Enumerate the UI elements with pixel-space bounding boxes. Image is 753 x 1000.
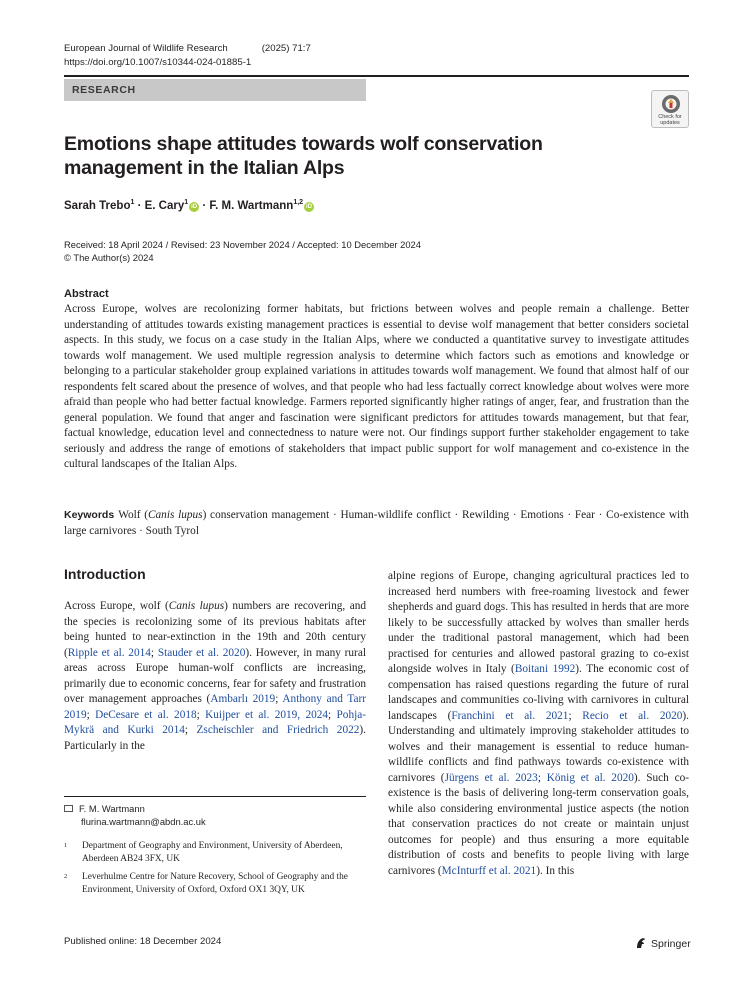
copyright-line: © The Author(s) 2024 [64,252,154,263]
envelope-icon [64,805,73,812]
body-text: ). Understanding and ultimately improving stakeholder attitudes to wolves and their management is essential to reduce human-wildlife conflicts and find pathways towards co-existence with carnivores ( [388,709,690,784]
body-text: ). However, in many rural areas across Europe human-wolf conflicts are increasing, primarily due to economic concerns, fear for safety and frustration over management approaches ( [64,646,366,705]
corresponding-author [64,802,206,828]
affiliation-text: Department of Geography and Environment, University of Aberdeen, Aberdeen AB24 3FX, UK [82,841,343,864]
corresponding-author-email[interactable]: flurina.wartmann@abdn.ac.uk [81,816,206,827]
citation-link[interactable]: Zscheischler and Friedrich 2022 [196,724,360,736]
keywords-heading: Keywords [64,509,115,521]
orcid-icon[interactable]: iD [191,203,198,210]
keyword-separator: · [450,509,463,521]
journal-volume: (2025) 71:7 [261,43,311,54]
keywords [64,508,689,539]
keyword-list [64,509,689,537]
body-text: ; [196,708,206,721]
abstract-heading: Abstract [64,288,109,300]
author-separator: · [199,199,210,212]
body-text: ). Such co-existence is the basis of delivering long-term conservation goals, while also considering environmental justice aspects (the notion that conservation practices do not create or maintain unjust outcomes for people) and thus ensuring a more equitable distribution of costs and benefits to people living with large carnivores ( [388,771,689,877]
author-name[interactable]: Sarah Trebo [64,199,131,212]
author-separator: · [134,199,145,212]
body-text: ; [328,708,337,721]
affiliation-1 [64,840,366,866]
citation-link[interactable]: Pohja-Mykrä and Kurki 2014 [64,708,367,736]
citation-link[interactable]: Recio et al. 2020 [582,709,683,722]
citation-link[interactable]: DeCesare et al. 2018 [95,708,197,721]
check-for-updates-badge[interactable] [651,90,689,128]
author-affiliation-sup: 1 [130,199,135,206]
author-affiliation-sup: 1,2 [293,199,304,206]
body-text: ; [150,646,158,659]
citation-link[interactable]: Boitani 1992 [514,663,576,675]
journal-header [64,43,311,54]
affiliation-2 [64,871,366,897]
body-text: ; [275,693,283,705]
body-text: ). In this [536,864,575,877]
doi-link[interactable]: https://doi.org/10.1007/s10344-024-01885-1 [64,57,252,68]
article-title: Emotions shape attitudes towards wolf conservation management in the Italian Alps [64,133,543,179]
body-text: ; [568,709,583,722]
body-text: ; [537,771,547,784]
species-name: Canis lupus [168,600,225,612]
corresponding-author-name: F. M. Wartmann [79,803,145,814]
article-dates: Received: 18 April 2024 / Revised: 23 November 2024 / Accepted: 10 December 2024 [64,239,421,250]
body-text: ). Particularly in the [64,724,366,752]
introduction-text-left-column [64,599,366,754]
orcid-icon[interactable]: iD [306,203,313,210]
publisher-logo [634,936,691,950]
affiliation-number: 1 [64,842,68,849]
author-name[interactable]: F. M. Wartmann [209,199,294,212]
author-affiliation-sup: 1 [184,199,189,206]
journal-name: European Journal of Wildlife Research [64,43,228,54]
citation-link[interactable]: Kuijper et al. 2019, 2024 [205,708,329,721]
section-label: RESEARCH [64,79,366,101]
keyword-separator: · [594,509,607,521]
body-text: ). The economic cost of compensation has raised questions regarding the future of rural landscapes and communities co-living with carnivores in cultural landscapes ( [388,663,690,722]
springer-horse-icon [634,936,648,950]
keyword-separator: · [136,524,146,537]
citation-link[interactable]: Ripple et al. 2014 [67,646,151,659]
author-list [64,199,314,212]
citation-link[interactable]: Ambarlı 2019 [210,693,276,705]
keyword: Rewilding [462,509,510,521]
body-text: alpine regions of Europe, changing agricultural practices led to increased herd numbers with free-roaming livestock and fewer shepherds and guard dogs. This has resulted in herds that are more likely to be successfully attacked by wolves than smaller herds under the traditional pastoral management, which had been practised for centuries and allowed pastoral grazing to co-exist alongside wolves in Italy ( [388,570,689,675]
footnote-rule [64,796,366,797]
introduction-heading: Introduction [64,566,146,582]
article-history [64,238,421,264]
keyword-separator: · [563,509,575,521]
affiliation-text: Leverhulme Centre for Nature Recovery, School of Geography and the Environment, University of Oxford, Oxford OX1 3QY, UK [82,872,348,895]
keyword: Fear [574,509,595,521]
check-updates-icon [661,94,681,114]
keyword-separator: · [509,509,521,521]
keyword: Co-existence with large carnivores [64,509,689,537]
keyword-separator: · [329,509,341,521]
header-rule [64,75,689,77]
citation-link[interactable]: Franchini et al. 2021 [451,709,569,722]
author-name[interactable]: E. Cary [144,199,185,212]
citation-link[interactable]: Jürgens et al. 2023 [444,771,538,784]
citation-link[interactable]: McInturff et al. 2021 [441,864,537,877]
keyword: Wolf (Canis lupus) conservation management [118,509,330,521]
citation-link[interactable]: Stauder et al. 2020 [157,646,246,659]
keyword: Emotions [520,509,564,521]
citation-link[interactable]: König et al. 2020 [546,771,634,784]
body-text: ; [86,708,96,721]
body-text: ) numbers are recovering, and the species is recolonizing some of its previous habitats after being hunted to near-extinction in the 19th and 20th century ( [64,600,366,659]
introduction-text-right-column [388,569,689,879]
citation-link[interactable]: Anthony and Tarr 2019 [64,693,366,721]
body-text: ; [184,724,197,736]
published-online-date: Published online: 18 December 2024 [64,936,222,947]
publisher-name: Springer [651,938,691,950]
check-updates-label: Check for updates [658,114,682,126]
affiliation-number: 2 [64,873,68,880]
body-text: Across Europe, wolf ( [64,600,169,612]
abstract-text: Across Europe, wolves are recolonizing former habitats, but frictions between wolves and people remain a challenge. Better understanding of attitudes towards existing management practices is essential to devise wolf management that better considers societal aspects. In this study, we focus on a case study in the Italian Alps, where we conducted a quantitative survey to investigate attitudes towards wolf management. We used multiple regression analysis to determine which factors such as emotions and knowledge or belonging to a particular stakeholder group explained variations in attitudes towards wolf management. We found that almost half of our respondents felt scared about the presence of wolves, and that people who had less factually correct knowledge about wolves were more afraid than people who had better factual knowledge. Farmers reported significantly higher ratings of anger, fear, and frustration than the general population. We found that anger and fascination were significant predictors for attitudes towards management, but that fear, factual knowledge, education level and connectedness to nature were not. Our findings support further stakeholder engagement to take seriously and address the range of emotions of stakeholders that impact public support for wolf management and co-existence in the cultural landscapes of the Italian Alps. [64,303,689,470]
keyword: South Tyrol [145,524,199,537]
keyword: Human-wildlife conflict [340,509,451,521]
